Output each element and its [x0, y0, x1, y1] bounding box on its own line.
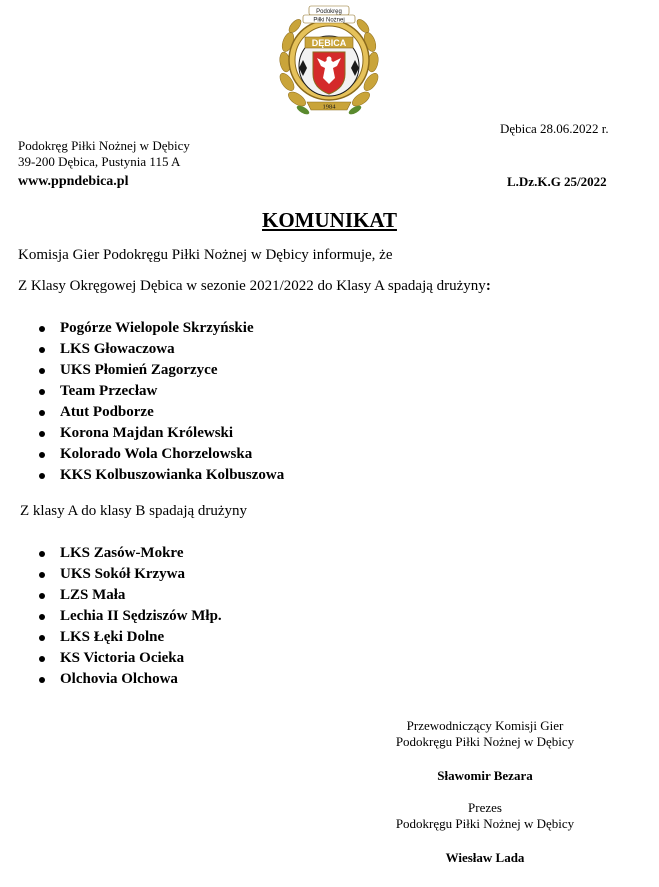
sender-address — [18, 138, 190, 170]
team-list-item: Kolorado Wola Chorzelowska — [0, 444, 284, 465]
signature-name: Wiesław Lada — [445, 850, 525, 865]
team-list-item: LZS Mała — [0, 585, 222, 606]
team-list-item: UKS Płomień Zagorzyce — [0, 360, 284, 381]
logo-year: 1984 — [322, 103, 336, 111]
logo-text-city: DĘBICA — [311, 38, 347, 48]
signature-role: Prezes — [468, 800, 502, 815]
team-list-item: Pogórze Wielopole Skrzyńskie — [0, 318, 284, 339]
section1-heading-text: Z Klasy Okręgowej Dębica w sezonie 2021/2022 do Klasy A spadają drużyny — [18, 278, 486, 294]
team-list-item: Team Przecław — [0, 381, 284, 402]
signature-name: Sławomir Bezara — [437, 768, 533, 783]
team-list-item: KKS Kolbuszowianka Kolbuszowa — [0, 465, 284, 486]
association-crest-logo — [273, 2, 385, 122]
signature-block-chair — [0, 718, 659, 784]
team-list-item: Lechia II Sędziszów Młp. — [0, 606, 222, 627]
document-title: KOMUNIKAT — [262, 208, 397, 232]
website-link[interactable]: www.ppndebica.pl — [18, 174, 129, 189]
logo-text-top: Podokręg — [316, 9, 342, 15]
team-list-item: LKS Głowaczowa — [0, 339, 284, 360]
team-list-item: LKS Łęki Dolne — [0, 627, 222, 648]
signature-block-president — [0, 800, 659, 866]
team-list-item: Atut Podborze — [0, 402, 284, 423]
relegated-teams-list-2 — [0, 543, 222, 690]
section1-heading — [18, 278, 491, 295]
team-list-item: LKS Zasów-Mokre — [0, 543, 222, 564]
reference-number: L.Dz.K.G 25/2022 — [507, 174, 607, 189]
signature-role: Przewodniczący Komisji Gier — [406, 718, 564, 733]
section2-heading: Z klasy A do klasy B spadają drużyny — [20, 503, 248, 519]
sender-name: Podokręg Piłki Nożnej w Dębicy — [18, 138, 190, 153]
document-date: Dębica 28.06.2022 r. — [500, 121, 609, 136]
section1-heading-colon: : — [485, 278, 491, 294]
team-list-item: Olchovia Olchowa — [0, 669, 222, 690]
team-list-item: UKS Sokół Krzywa — [0, 564, 222, 585]
signature-org: Podokręgu Piłki Nożnej w Dębicy — [395, 816, 575, 831]
intro-paragraph: Komisja Gier Podokręgu Piłki Nożnej w Dębicy informuje, że — [18, 247, 393, 263]
team-list-item: KS Victoria Ocieka — [0, 648, 222, 669]
relegated-teams-list-1 — [0, 318, 284, 486]
signature-org: Podokręgu Piłki Nożnej w Dębicy — [395, 734, 575, 749]
team-list-item: Korona Majdan Królewski — [0, 423, 284, 444]
sender-street: 39-200 Dębica, Pustynia 115 A — [18, 154, 181, 169]
logo-text-mid: Piłki Nożnej — [313, 17, 345, 24]
